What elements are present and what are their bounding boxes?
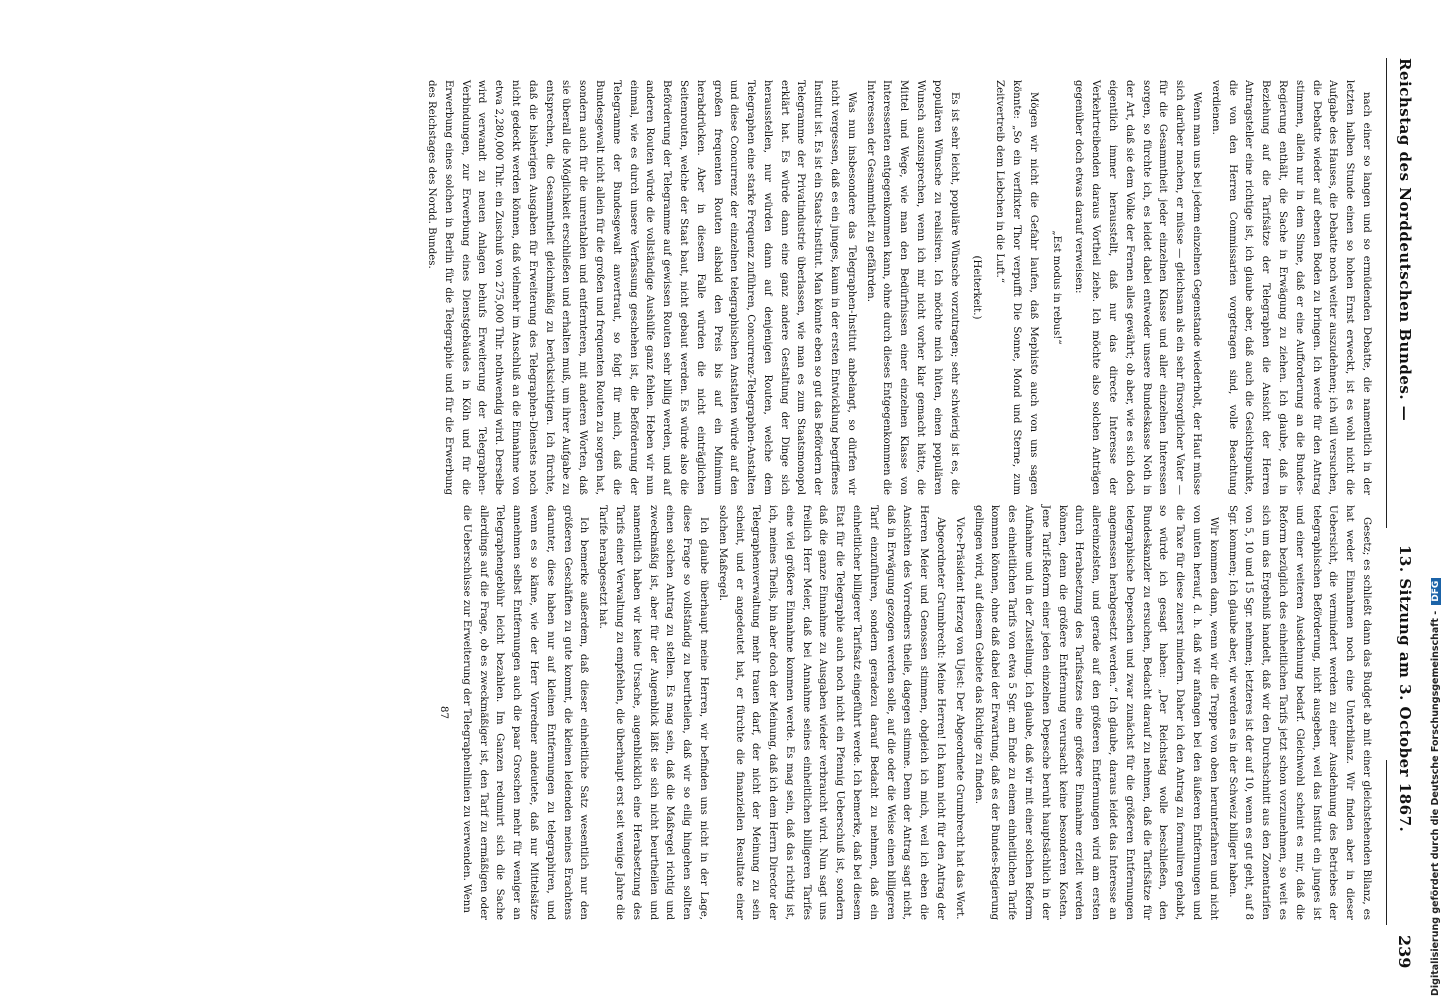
- paragraph: Ich bemerke außerdem, daß dieser einheitliche Satz wesentlich nur den größeren Geschäften zu gute kommt, die kleinen leidenden meines Erachtens darunter, diese haben nur auf kleinen Entfernungen zu telegraphiren, und wenn es so käme, wie der Herr Vorredner andeutete, daß nur Mittelsätze annehmen selbst Entfernungen auch die paar Groschen mehr für weniger an Telegraphengebühr leicht bezahlen. Im Ganzen redumirt sich die Sache allerdings auf die Frage, ob es zweckmäßiger ist, den Tarif zu ermäßigen oder die Ueberschüsse zur Erweiterung der Telegraphenlinien zu verwenden. Wenn: [460, 505, 590, 920]
- header-rule-right: [1386, 760, 1387, 925]
- page-number: 239: [1395, 935, 1414, 969]
- digitisation-credit: [1418, 4, 1441, 996]
- dfg-logo: DFG: [1431, 578, 1441, 605]
- paragraph: Wir kommen dann, wenn wir die Treppe von oben herunterfahren und nicht von unten herauf, d. h. daß wir anfangen bei den äußeren Entfernungen und die Taxe für diese zuerst mindern. Daher ich den Antrag zu formuliren gehabt, so würde ich gesagt haben: „Der Reichstag wolle beschließen, den Bundeskanzler zu ersuchen, Bedacht darauf zu nehmen, daß die Tarifsätze für telegraphische Depeschen und zwar zunächst für die größeren Entfernungen angemessen herabgesetzt werden.“ Ich glaube, daraus leidet das Interesse an allereinzelsten, und gerade auf den größeren Entfernungen wird am ersten durch Herabsetzung des Tarifsatzes eine größere Einnahme erzielt werden können, denn die größere Entfernung verursacht keine besonderen Kosten. Jene Tarif-Reform einer jeden einzelnen Depesche beruht hauptsächlich in der Aufnahme und in der Zustellung. Ich glaube, daß wir mit einer solchen Reform des einheitlichen Tarifs von etwa 5 Sgr. am Ende zu einem einheitlichen Tarife kommen können, ohne daß dabei der Erwartung, daß es der Bundes-Regierung gelingen wird, auf diesem Gebiete das Richtige zu finden.: [972, 505, 1219, 920]
- header-rule-left: [1386, 58, 1387, 528]
- signature-mark: 87: [437, 706, 449, 719]
- paragraph: Ich glaube überhaupt meine Herren, wir befinden uns nicht in der Lage, diese Frage so vollständig zu beurtheilen, daß wir so eilig hingehen sollten einen solchen Antrag zu stellen. Es mag sein, daß die Maßregel richtig und zweckmäßig ist, aber für der Augenblick läßt sie sich nicht beurtheilen und namentlich haben wir keine Ursache, augenblicklich eine Herabsetzung des Tarifs einer Verwaltung zu empfehlen, die überhaupt erst seit wenige Jahre die Tarife herabgesetzt hat.: [597, 505, 709, 920]
- left-text-column: [420, 80, 1374, 495]
- audience-reaction: (Heiterkeit.): [971, 255, 983, 320]
- running-head-left: Reichstag des Norddeutschen Bundes. —: [1396, 58, 1414, 422]
- paragraph: Mögen wir nicht die Gefahr laufen, daß Mephisto auch von uns sagen könnte: „So ein verflixter Thor verpufft Die Sonne, Mond und Sterne, zum Zeitvertreib dem Liebchen in die Luft.“: [994, 80, 1039, 495]
- right-text-column: [428, 505, 1374, 920]
- latin-quote: „Est modus in rebus!“: [1050, 230, 1062, 345]
- speaker-announcement: Vice-Präsident Herzog von Ujest: Der Abgeordnete Grumbrecht hat das Wort.: [953, 517, 965, 920]
- paragraph: nach einer so langen und so ermüdenden Debatte, die namentlich in der letzten halben Stunde einen so hohen Ernst erweckt, ist es wohl nicht die Aufgabe des Hauses, die Debatte noch weiter auszudehnen; ich will versuchen, die Debatte wieder auf ebenen Boden zu bringen. Ich werde für den Antrag stimmen, allein nur in dem Sinne, daß er eine Aufforderung an die Bundes-Regierung enthält, die Sache in Erwägung zu ziehen. Ich glaube, daß in Beziehung auf die Tarifsätze der Telegraphen die Ansicht der Herren Antragsteller eine richtige ist, ich glaube aber, daß auch die Gesichtspunkte, die von den Herren Commissarien vorgetragen sind, volle Beachtung verdienen.: [1209, 80, 1372, 495]
- credit-text: Digitalisierung gefördert durch die Deutsche Forschungsgemeinschaft -: [1430, 610, 1441, 996]
- running-head-right: 13. Sitzung am 3. October 1867.: [1396, 545, 1414, 833]
- paragraph: Wenn man uns bei jedem einzelnen Gegenstande wiederholt, der Haut müsse sich darüber machen, er müsse — gleichsam als ein sehr fürsorglicher Vater — für die Gesammtheit jeder einzelnen Klasse und aller einzelnen Interessen sorgen, so fürchte ich, es leidet dabei entweder unsere Bundeskasse Noth in der Art, daß sie dem Volke der Fernen alles gewährt; ob aber, wie es sich doch eigentlich immer herausstellt, daß nur das directe Interesse der Verkehrtreibenden daraus Vortheil ziehe. Ich möchte also solchen Anträgen gegenüber doch etwas darauf verweisen:: [1073, 80, 1203, 495]
- paragraph: Gesetz; es schließt dann das Budget ab mit einer gleichstehenden Bilanz, es hat weder Einnahmen noch eine Unterbilanz. Wir finden aber in dieser Uebersicht, die vermindert werden zu einer Ausdehnung des Betriebes der telegraphischen Beförderung, nicht ausgeben, weil das Institut ein junges ist und einer weiteren Ausdehnung bedarf. Gleichwohl scheint es mir, daß die Reform bezüglich des einheitlichen Tarifs jetzt schon vorzunehmen, so weit es sich um das Ergebniß handelt, daß wir den Durchschnitt aus den Zonentarifen von 5, 10 und 15 Sgr. nehmen; letzteres ist der auf 10, wenn es gut geht, auf 8 Sgr. kommen; Ich glaube aber, wir werden es in der Schweiz billiger haben.: [1226, 505, 1372, 920]
- paragraph: Es ist sehr leicht, populäre Wünsche vorzutragen; sehr schwierig ist es, die populären Wünsche zu realisiren. Ich möchte mich hüten, einen populären Wunsch auszusprechen, wenn ich mir nicht vorher klar gemacht hätte, die Mittel und Wege, wie man den Bedürfnissen einer einzelnen Klasse von Interessenten entgegenkommen kann, ohne durch dieses Entgegenkommen die Interessen der Gesammtheit zu gefährden.: [864, 80, 960, 495]
- paragraph: Was nun insbesondere das Telegraphen-Institut anbelangt, so dürfen wir nicht vergessen, daß es ein junges, kaum in der ersten Entwicklung begriffenes Institut ist. Es ist ein Staats-Institut. Man könnte eben so gut das Befördern der Telegramme der Privatindustrie überlassen, wie man es zum Staatsmonopol erklärt hat. Es würde dann eine ganz andere Gestaltung der Dinge sich herausstellen, nur würden dann auf denjenigen Routen, welche dem Telegraphen eine starke Frequenz zuführen, Concurrenz-Telegraphen-Anstalten und diese Concurrenz der einzelnen telegraphischen Anstalten würde auf den großen frequenten Routen alsbald den Preis bis auf ein Minimum herabdrücken. Aber in diesem Falle würden die nicht einträglichen Seitenrouten, welche der Staat baut, nicht gebaut werden. Es würde also die Beförderung der Telegramme auf gewissen Routen sehr billig werden, und auf anderen Routen würde die vollständige Aushülfe ganz fehlen. Heben wir nun einmal, wie es durch unsere Verfassung geschehen ist, die Beförderung der Telegramme der Bundesgewalt anvertraut, so folgt für mich, daß die Bundesgewalt nicht allein für die großen und frequenten Routen zu sorgen hat, sondern auch für die unrentablen und entfernteren, mit anderen Worten, daß sie überall die Möglichkeit erschließen und erhalten muß, um ihrer Aufgabe zu entsprechen, die Gesammtheit gleichmäßig zu berücksichtigen. Ich fürchte, daß die bisherigen Ausgaben für Erweiterung des Telegraphen-Dienstes noch nicht gedeckt werden können, daß vielmehr im Anschluß an die Einnahme von etwa 2,280,000 Thlr. ein Zuschuß von 275,000 Thlr. nothwendig wird. Derselbe wird verwandt zu neuen Anlagen behufs Erweiterung der Telegraphen-Verbindungen, zur Erwerbung eines Dienstgebäudes in Köln und für die Erwerbung eines solchen in Berlin für die Telegraphie und für die Erwerbung des Reichstages des Nordd. Bundes.: [425, 80, 857, 495]
- paragraph: Abgeordneter Grumbrecht: Meine Herren! Ich kann nicht für den Antrag der Herren Meier und Genossen stimmen, obgleich ich mich, weil ich eben die Ansichten des Vorredners theile, dagegen stimme. Denn der Antrag sagt nicht, daß in Erwägung gezogen werden solle, auf die oder die Weise einen billigeren Tarif einzuführen, sondern geradezu darauf Bedacht zu nehmen, daß ein einheitlicher billigerer Tarifsatz eingeführt werde. Ich bemerke, daß bei diesem Etat für die Telegraphie auch noch nicht ein Pfennig Ueberschuß ist, sondern daß die ganze Einnahme zu Ausgaben wieder verbraucht wird. Nun sagt uns freilich Herr Meier, daß bei Annahme seines einheitlichen billigeren Tarifes eine viel größere Einnahme kommen werde. Es mag sein, daß das richtig ist, ich, meines Theils, bin aber doch der Meinung, daß ich dem Herrn Director der Telegraphenverwaltung mehr trauen darf, der nicht der Meinung zu sein scheint, und er angedeutet hat, er fürchte die finanziellen Resultate einer solchen Maßregel.: [716, 505, 947, 920]
